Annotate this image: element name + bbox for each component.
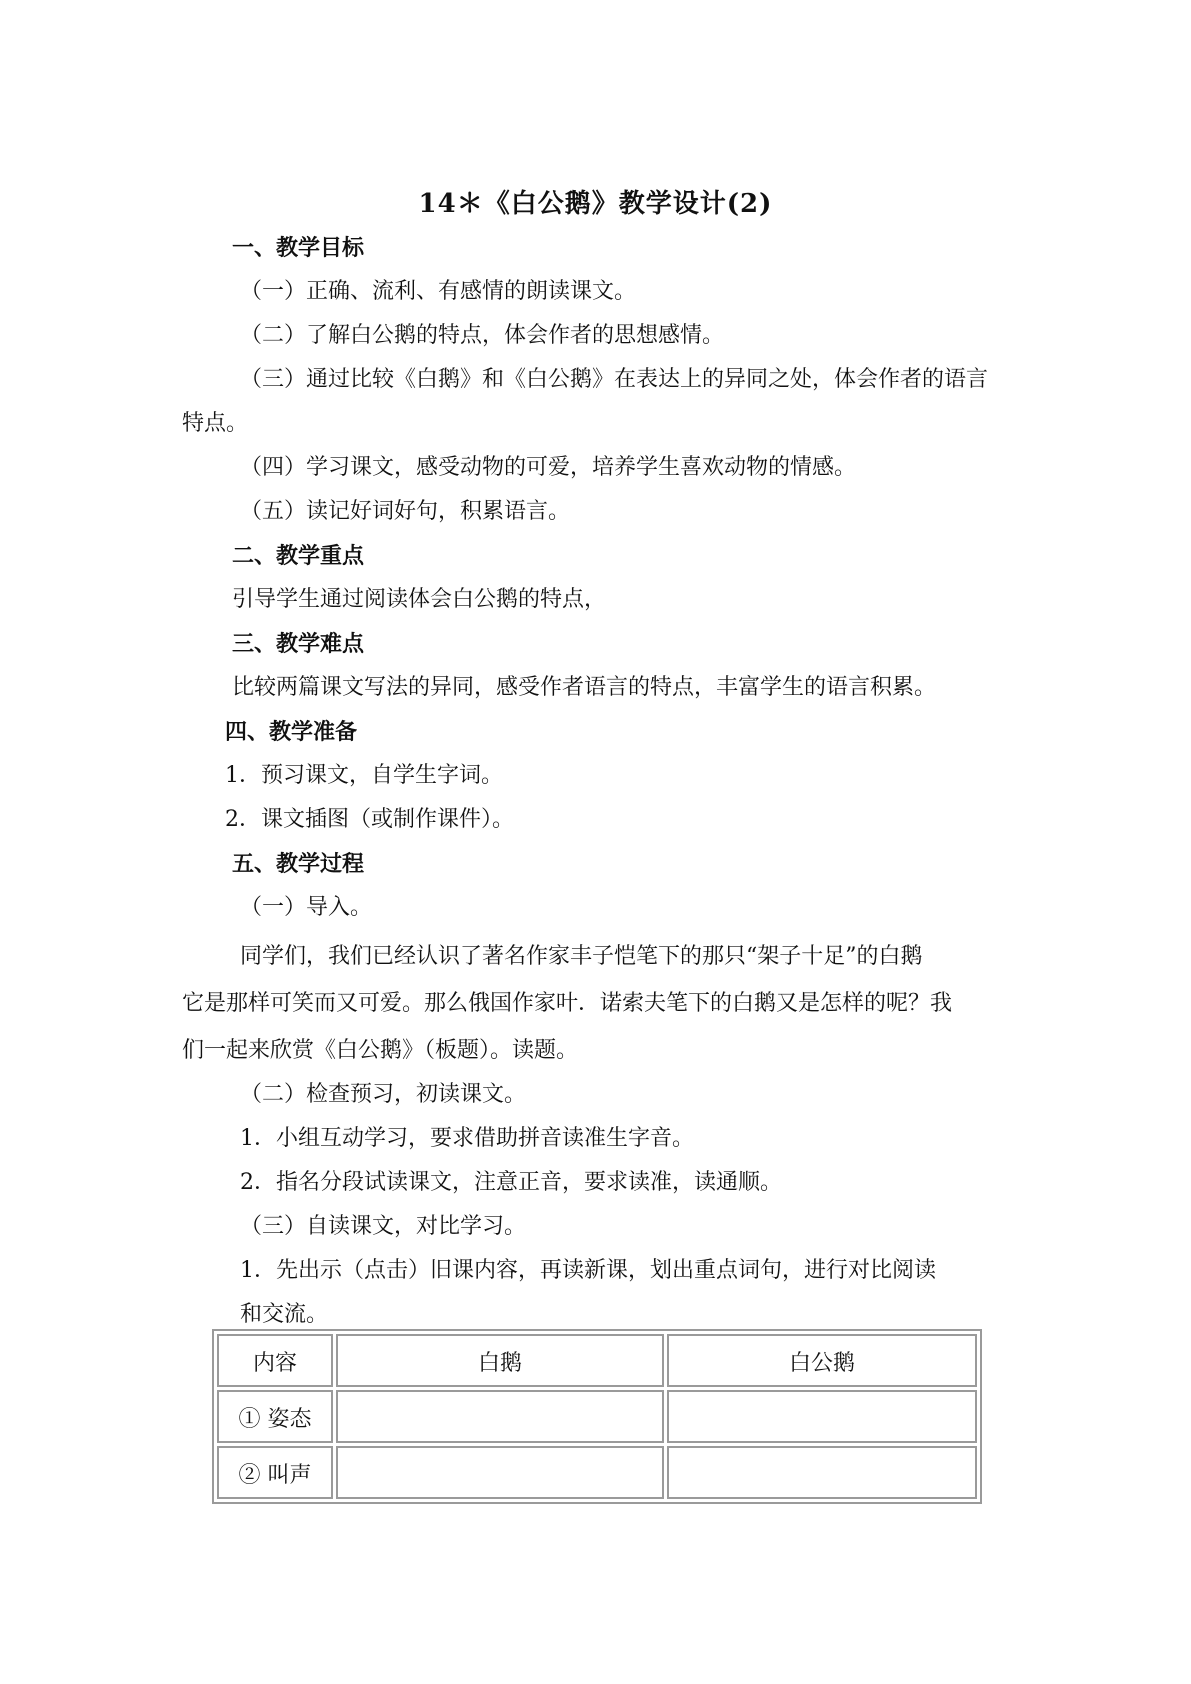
- section-heading-difficulties: 三、教学难点: [232, 631, 365, 657]
- section-heading-objectives: 一、教学目标: [232, 235, 365, 261]
- objective-item: （一）正确、流利、有感情的朗读课文。: [240, 279, 637, 304]
- key-points-text: 引导学生通过阅读体会白公鹅的特点，: [232, 587, 607, 612]
- process-line: （二）检查预习，初读课文。: [240, 1082, 527, 1107]
- table-row: [217, 1446, 977, 1499]
- process-line: 和交流。: [240, 1302, 329, 1327]
- table-cell: [667, 1446, 977, 1499]
- table-cell: [336, 1390, 664, 1443]
- process-line: 1．先出示（点击）旧课内容，再读新课，划出重点词句，进行对比阅读: [240, 1258, 936, 1283]
- process-line: 2．指名分段试读课文，注意正音，要求读准，读通顺。: [240, 1170, 782, 1195]
- process-line: （一）导入。: [240, 895, 373, 920]
- process-line: 们一起来欣赏《白公鹅》（板题）。读题。: [182, 1038, 579, 1063]
- comparison-table: [212, 1329, 982, 1504]
- table-row: [217, 1390, 977, 1443]
- table-cell: ② 叫声: [217, 1446, 333, 1499]
- process-line: （三）自读课文，对比学习。: [240, 1214, 527, 1239]
- table-cell: ① 姿态: [217, 1390, 333, 1443]
- objective-item: （四）学习课文，感受动物的可爱，培养学生喜欢动物的情感。: [240, 455, 857, 480]
- table-header-cell: 白公鹅: [667, 1334, 977, 1387]
- table-header-cell: 内容: [217, 1334, 333, 1387]
- preparation-item: 2．课文插图（或制作课件）。: [225, 807, 514, 832]
- process-line: 它是那样可笑而又可爱。那么俄国作家叶．诺索夫笔下的白鹅又是怎样的呢？我: [182, 991, 953, 1016]
- objective-item-continued: 特点。: [182, 411, 249, 436]
- process-line: 同学们，我们已经认识了著名作家丰子恺笔下的那只“架子十足”的白鹅: [240, 944, 923, 969]
- preparation-item: 1．预习课文，自学生字词。: [225, 763, 503, 788]
- difficulties-text: 比较两篇课文写法的异同，感受作者语言的特点，丰富学生的语言积累。: [232, 675, 937, 700]
- table-header-cell: 白鹅: [336, 1334, 664, 1387]
- section-heading-preparation: 四、教学准备: [225, 719, 358, 745]
- document-title: 14＊《白公鹅》教学设计(2): [418, 189, 773, 219]
- table-cell: [336, 1446, 664, 1499]
- table-header-row: [217, 1334, 977, 1387]
- section-heading-key-points: 二、教学重点: [232, 543, 365, 569]
- objective-item: （二）了解白公鹅的特点，体会作者的思想感情。: [240, 323, 725, 348]
- process-line: 1．小组互动学习，要求借助拼音读准生字音。: [240, 1126, 694, 1151]
- table-cell: [667, 1390, 977, 1443]
- section-heading-process: 五、教学过程: [232, 851, 365, 877]
- objective-item: （五）读记好词好句，积累语言。: [240, 499, 571, 524]
- objective-item: （三）通过比较《白鹅》和《白公鹅》在表达上的异同之处，体会作者的语言: [240, 367, 989, 392]
